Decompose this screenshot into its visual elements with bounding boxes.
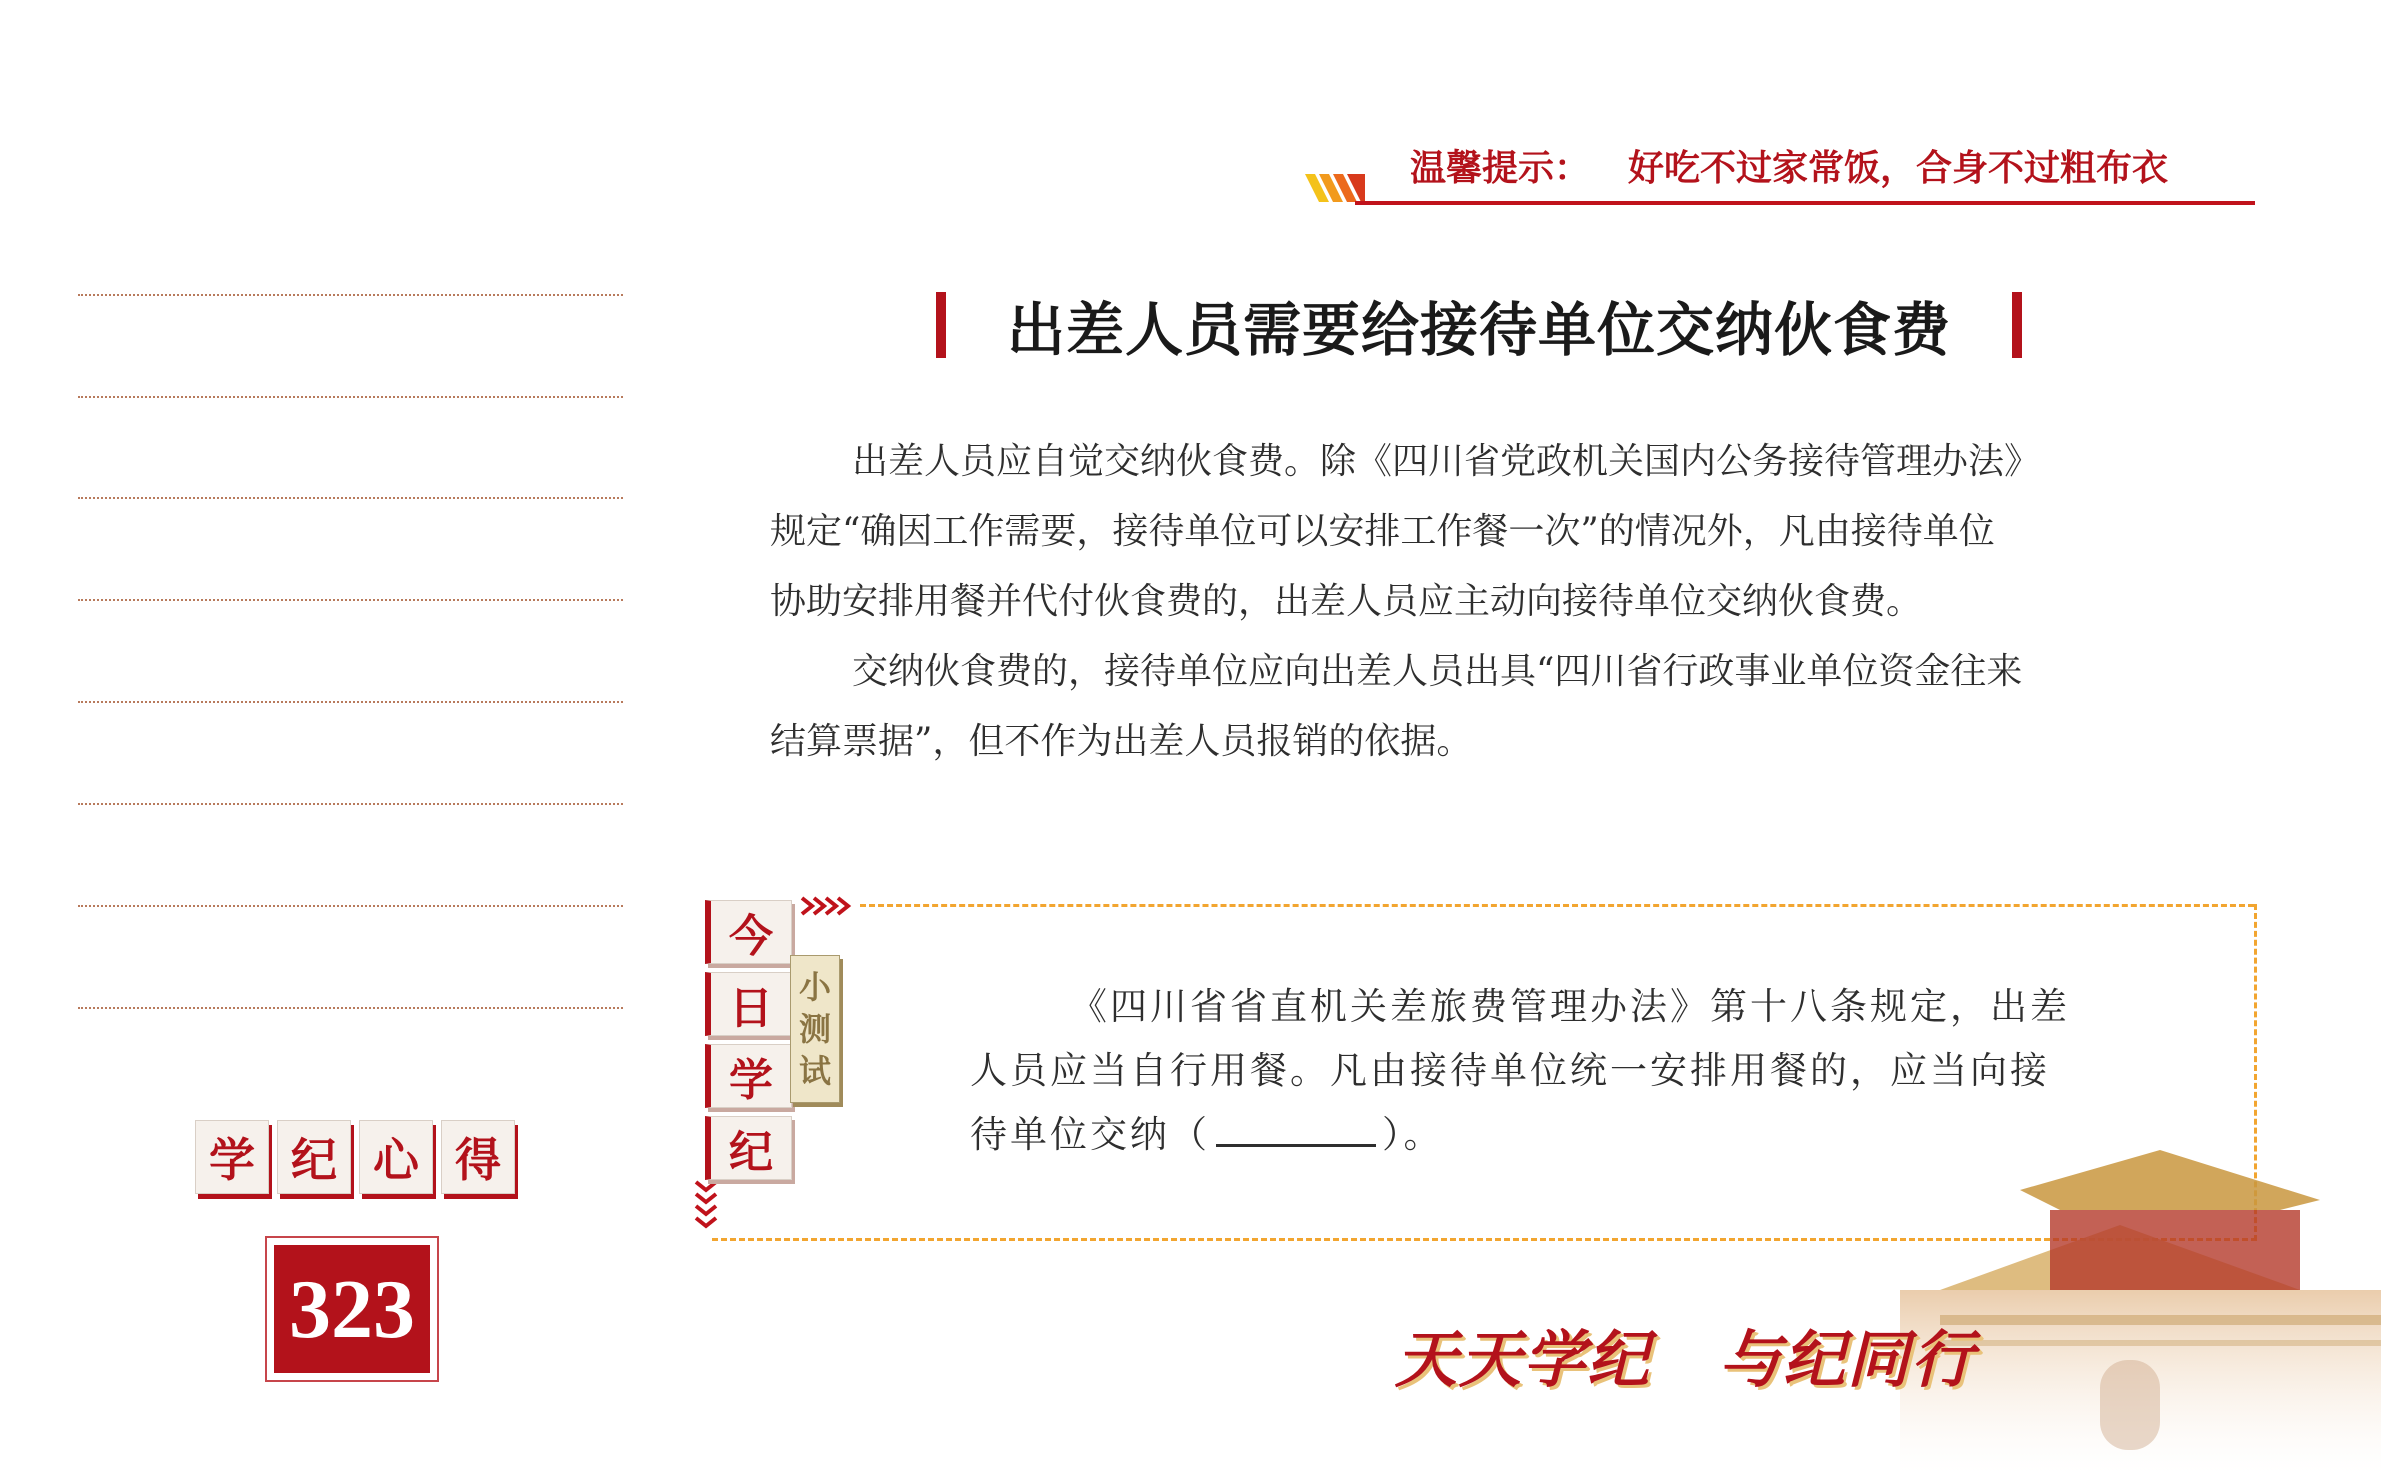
notes-line (78, 905, 623, 907)
tip-underline (1355, 201, 2255, 205)
notes-stamp: 学 (195, 1120, 269, 1194)
notes-stamp: 心 (359, 1120, 433, 1194)
paragraph-line: 协助安排用餐并代付伙食费的，出差人员应主动向接待单位交纳伙食费。 (770, 581, 1923, 622)
quiz-tag-char: 小 (798, 968, 831, 1006)
notes-line (78, 803, 623, 805)
answer-blank (1216, 1110, 1376, 1147)
notes-stamp: 纪 (277, 1120, 351, 1194)
article-paragraph (770, 637, 2190, 777)
notes-line (78, 701, 623, 703)
article-title-text: 出差人员需要给接待单位交纳伙食费 (1006, 296, 1951, 364)
motto-part: 与纪同行 (1719, 1323, 1976, 1396)
motto (1395, 1310, 1975, 1399)
notes-line (78, 396, 623, 398)
double-chevron-right-icon (800, 896, 854, 916)
notes-heading (195, 1120, 515, 1194)
quiz-tile: 日 (705, 972, 792, 1036)
title-bar-right (2012, 292, 2022, 358)
title-bar-left (936, 292, 946, 358)
quiz-tag-char: 测 (798, 1010, 831, 1048)
page-number: 323 (274, 1245, 430, 1373)
tip-banner (1410, 140, 2168, 191)
notes-line (78, 1007, 623, 1009)
quiz-tag-char: 试 (798, 1052, 831, 1090)
paragraph-line: 规定“确因工作需要，接待单位可以安排工作餐一次”的情况外，凡由接待单位 (770, 511, 1995, 552)
quiz-tile: 学 (705, 1044, 792, 1108)
paragraph-line: 出差人员应自觉交纳伙食费。除《四川省党政机关国内公务接待管理办法》 (852, 441, 2041, 482)
tip-label: 温馨提示： (1410, 148, 1591, 189)
notes-line (78, 599, 623, 601)
quiz-line-start: 待单位交纳（ (970, 1113, 1210, 1156)
notes-line (78, 497, 623, 499)
article-title (936, 288, 2022, 362)
motto-part: 天天学纪 (1395, 1323, 1652, 1396)
quiz-box-top-border (860, 904, 2254, 907)
notes-stamp: 得 (441, 1120, 515, 1194)
quiz-line: 人员应当自行用餐。凡由接待单位统一安排用餐的，应当向接 (970, 1049, 2050, 1092)
article-paragraph (770, 427, 2190, 637)
decorative-stripes-icon (1305, 174, 1365, 202)
paragraph-line: 交纳伙食费的，接待单位应向出差人员出具“四川省行政事业单位资金往来 (852, 651, 2023, 692)
tip-text: 好吃不过家常饭，合身不过粗布衣 (1628, 148, 2169, 189)
quiz-line: 《四川省省直机关差旅费管理办法》第十八条规定，出差 (1070, 985, 2070, 1028)
double-chevron-down-icon (694, 1180, 718, 1232)
quiz-line-end: ）。 (1382, 1113, 1444, 1156)
notes-line (78, 294, 623, 296)
page-number-frame (265, 1236, 439, 1382)
paragraph-line: 结算票据”，但不作为出差人员报销的依据。 (770, 721, 1473, 762)
quiz-tile: 纪 (705, 1116, 792, 1180)
quiz-tag (790, 955, 840, 1103)
tiananmen-building-illustration (1900, 1130, 2381, 1474)
quiz-tile: 今 (705, 900, 792, 964)
